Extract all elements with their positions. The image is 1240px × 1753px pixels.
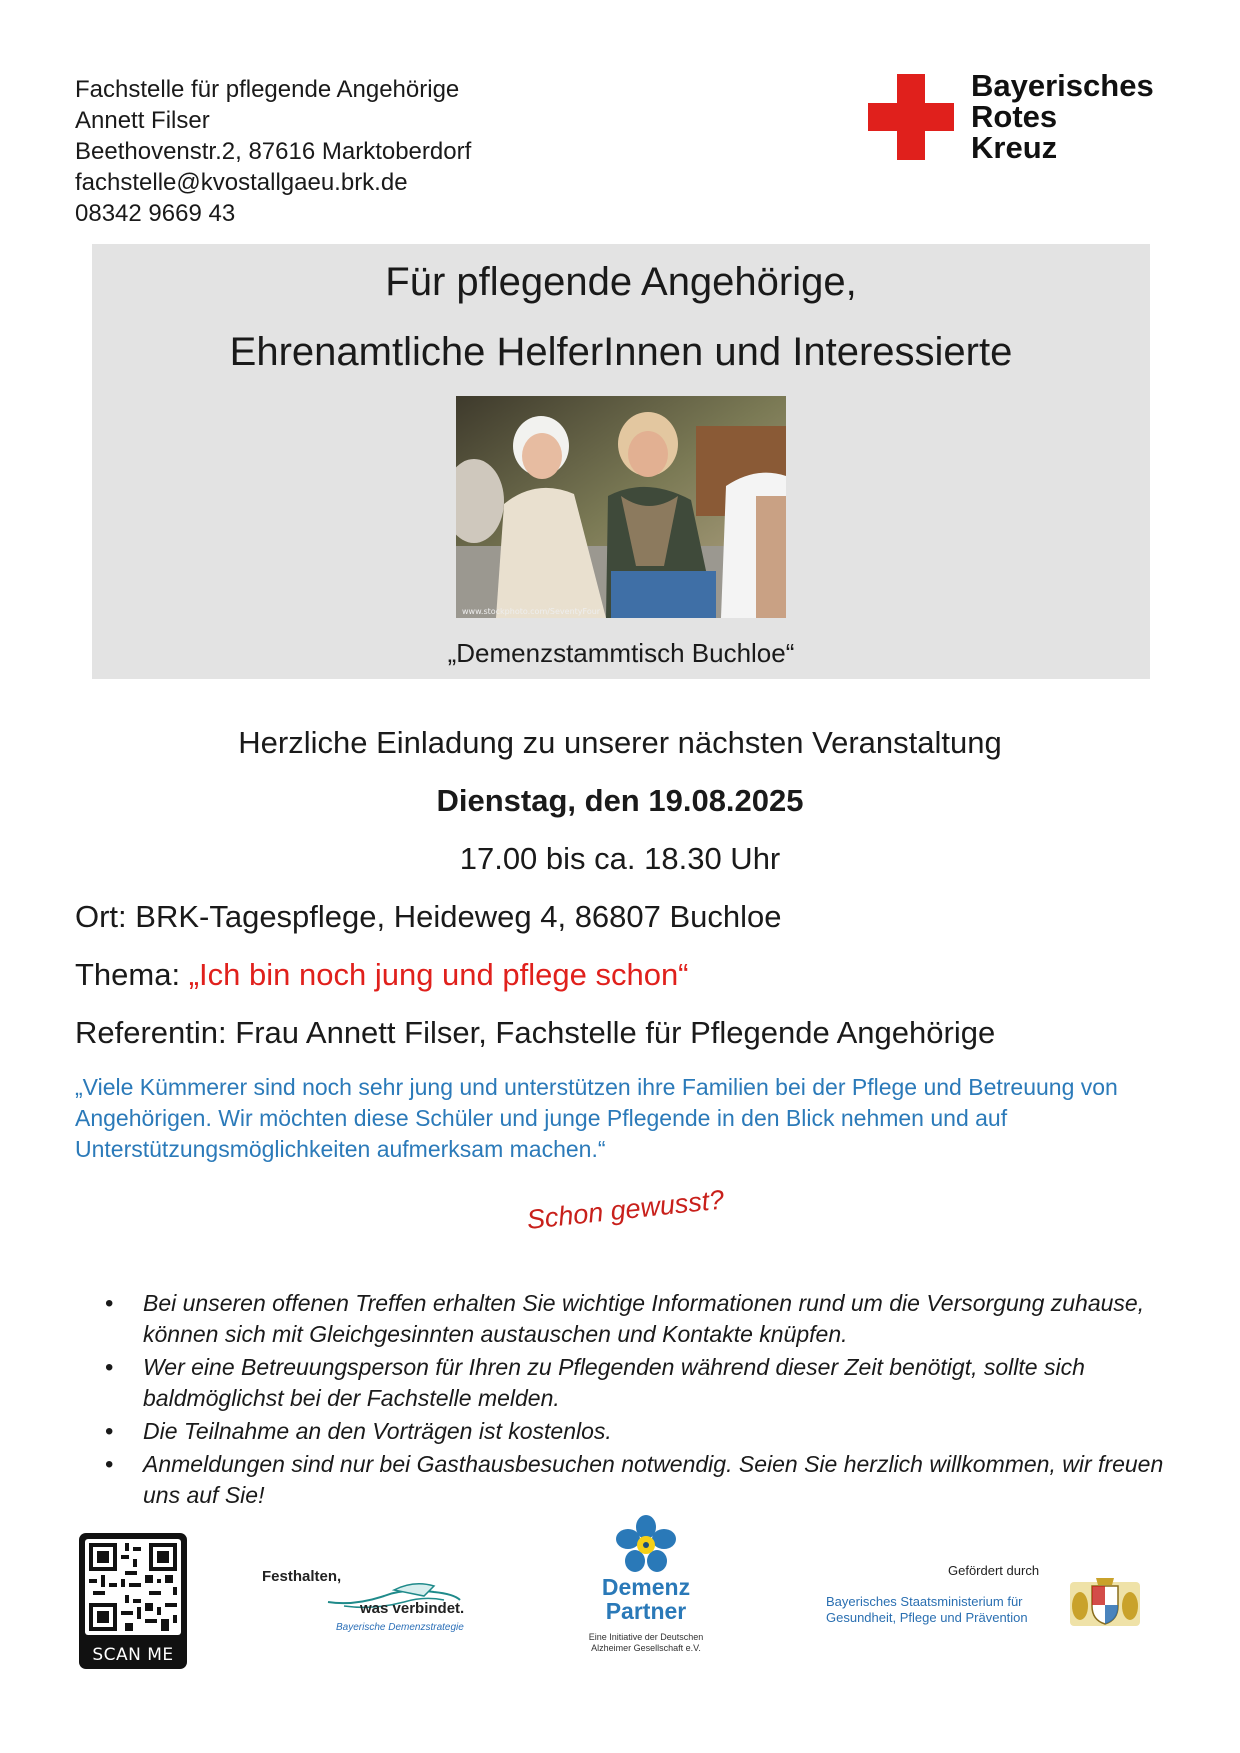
contact-org: Fachstelle für pflegende Angehörige [75, 76, 460, 103]
topic-title: „Ich bin noch jung und pflege schon“ [188, 957, 689, 992]
invitation-text: Herzliche Einladung zu unserer nächsten Veranstaltung [238, 725, 1002, 760]
event-time: 17.00 bis ca. 18.30 Uhr [459, 841, 781, 876]
event-quote: „Viele Kümmerer sind noch sehr jung und unterstützen ihre Familien bei der Pflege und Betreuung von Angehörigen. Wir möchten diese Schüler und junge Pflegende in den Blick nehmen und auf Unterstützungsmöglichkeiten aufmerksam machen.“ [75, 1074, 1118, 1162]
bayerische-demenzstrategie-logo: Festhalten, was verbindet. Bayerische Demenzstrategie [262, 1568, 465, 1633]
red-cross-icon [868, 74, 954, 160]
forget-me-not-icon [616, 1515, 676, 1573]
contact-block [75, 74, 471, 229]
contact-address: Beethovenstr.2, 87616 Marktoberdorf [75, 138, 472, 165]
list-item: • Anmeldungen sind nur bei Gasthausbesuchen notwendig. Seien Sie herzlich willkommen, wir freuen uns auf Sie! [105, 1449, 1165, 1511]
scan-me-label: SCAN ME [92, 1645, 174, 1665]
contact-email[interactable]: fachstelle@kvostallgaeu.brk.de [75, 169, 408, 196]
banner-subtitle: „Demenzstammtisch Buchloe“ [447, 638, 795, 668]
demenz-partner-logo: Demenz Partner Eine Initiative der Deutschen Alzheimer Gesellschaft e.V. [566, 1515, 726, 1665]
qr-code[interactable] [79, 1533, 187, 1669]
ministerium-logo-text: Bayerisches Staatsministerium für Gesundheit, Pflege und Prävention [826, 1594, 1028, 1625]
contact-name: Annett Filser [75, 107, 210, 134]
gefoerdert-durch-label: Gefördert durch [948, 1563, 1040, 1578]
topic-label: Thema: [75, 957, 189, 992]
banner-title-line1: Für pflegende Angehörige, [385, 260, 857, 304]
event-speaker: Referentin: Frau Annett Filser, Fachstelle für Pflegende Angehörige [75, 1015, 996, 1050]
bavarian-coat-of-arms-icon [1068, 1576, 1142, 1628]
event-date: Dienstag, den 19.08.2025 [436, 783, 804, 818]
brk-logo [868, 68, 1168, 165]
list-item: • Die Teilnahme an den Vorträgen ist kostenlos. [105, 1416, 1165, 1447]
title-banner [92, 244, 1150, 679]
facts-heading: Schon gewusst? [525, 1184, 726, 1235]
list-item: • Wer eine Betreuungsperson für Ihren zu Pflegenden während dieser Zeit benötigt, sollte sich baldmöglichst bei der Fachstelle melden. [105, 1352, 1165, 1414]
qr-code-icon [85, 1539, 181, 1635]
event-topic-line [75, 957, 689, 993]
banner-title-line2: Ehrenamtliche HelferInnen und Interessierte [229, 330, 1013, 374]
list-item: • Bei unseren offenen Treffen erhalten Sie wichtige Informationen rund um die Versorgung zuhause, können sich mit Gleichgesinnten austauschen und Kontakte knüpfen. [105, 1288, 1165, 1350]
brk-logo-text: Bayerisches Rotes Kreuz [971, 68, 1154, 165]
contact-phone: 08342 9669 43 [75, 200, 236, 227]
photo-credit: www.stockphoto.com/SeventyFour [462, 607, 601, 616]
facts-list [105, 1288, 1165, 1513]
seniors-photo [456, 396, 786, 618]
event-location: Ort: BRK-Tagespflege, Heideweg 4, 86807 Buchloe [75, 899, 782, 934]
